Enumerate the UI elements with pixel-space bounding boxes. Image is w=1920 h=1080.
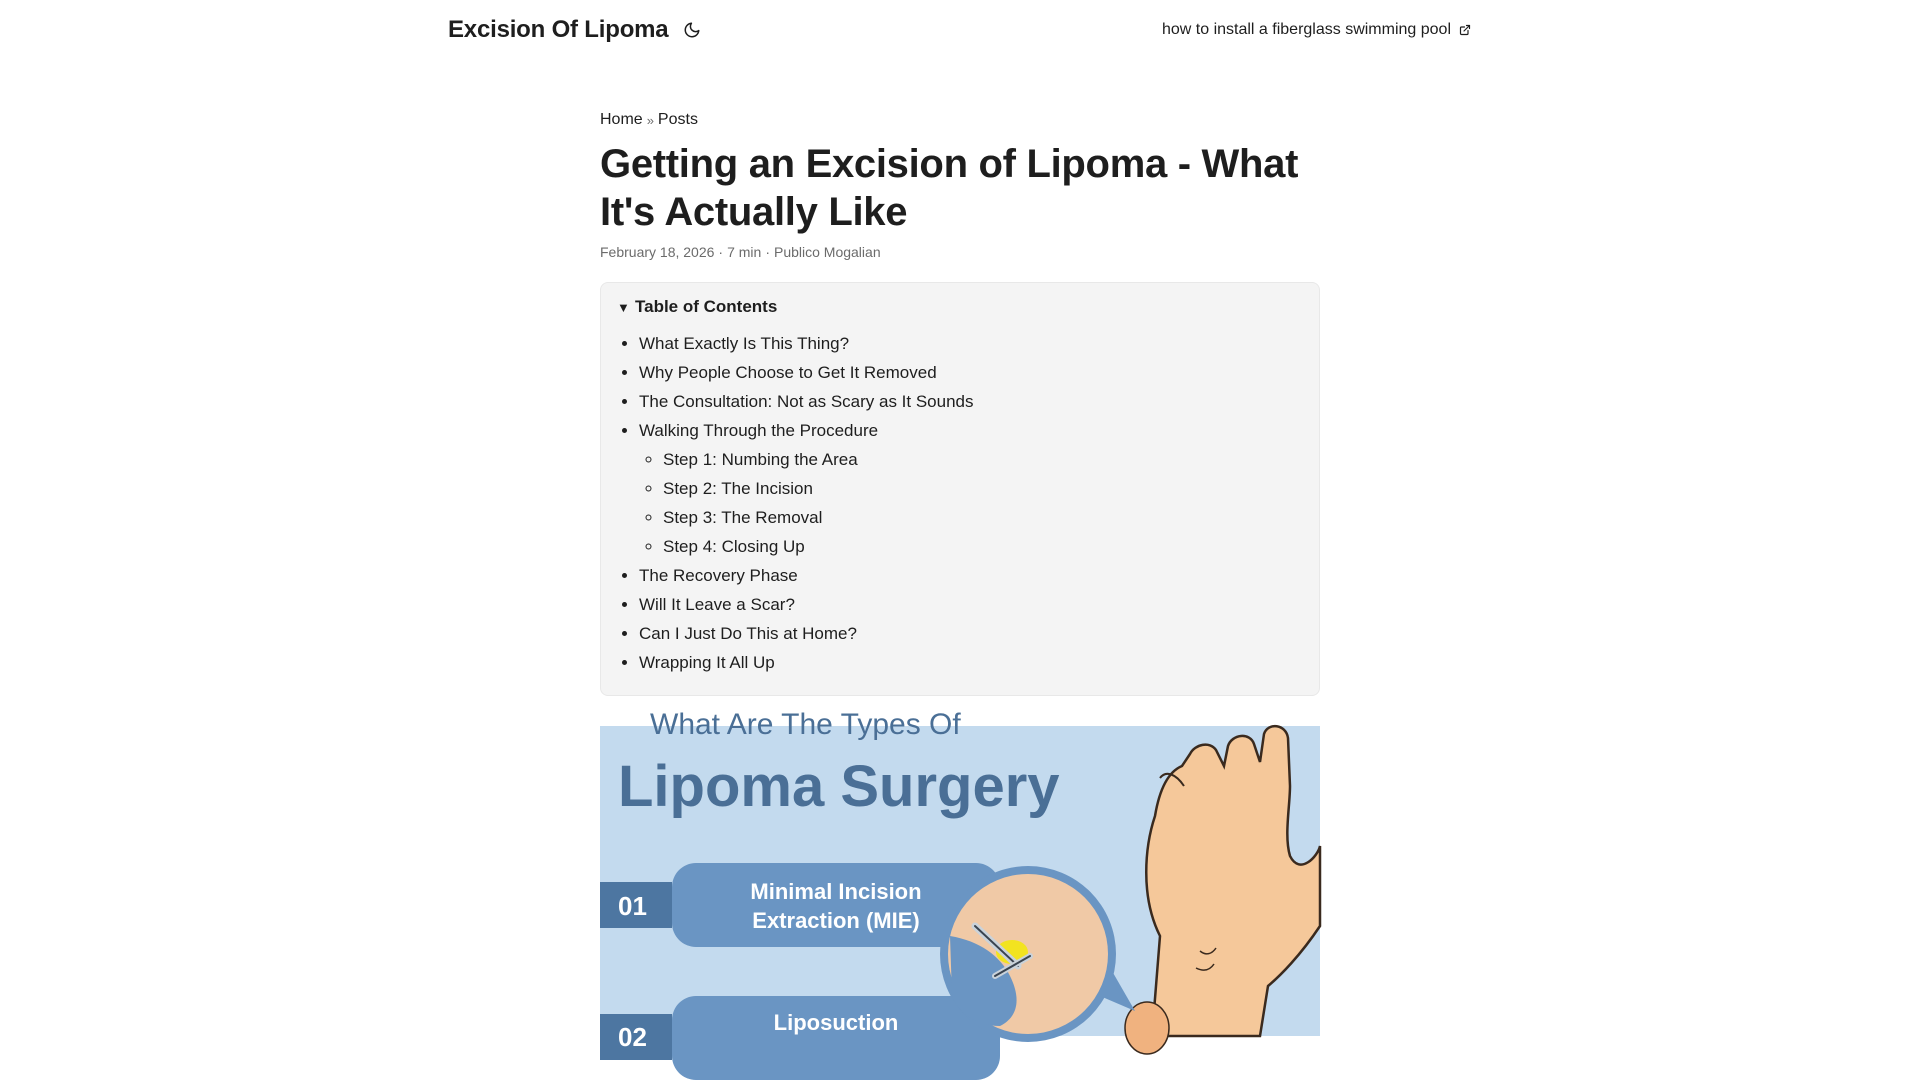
- toc-link[interactable]: Can I Just Do This at Home?: [639, 624, 857, 643]
- toc-link[interactable]: Wrapping It All Up: [639, 653, 775, 672]
- toc-sublink[interactable]: Step 3: The Removal: [663, 508, 823, 527]
- toc-link[interactable]: Why People Choose to Get It Removed: [639, 363, 937, 382]
- toc-sublist: [639, 445, 1303, 561]
- post-date: February 18, 2026: [600, 244, 715, 260]
- toc-list: [617, 329, 1303, 677]
- toc-sublink[interactable]: Step 1: Numbing the Area: [663, 450, 858, 469]
- toc-item: [639, 416, 1303, 561]
- toc-item: [639, 590, 1303, 619]
- cover-illustration: [600, 708, 1320, 1052]
- breadcrumb-home-link[interactable]: Home: [600, 111, 643, 128]
- toc-subitem: [663, 445, 1303, 474]
- toc-toggle[interactable]: [617, 295, 1303, 319]
- breadcrumb-separator: »: [646, 112, 654, 128]
- toc-item: [639, 561, 1303, 590]
- logo-group: [448, 16, 702, 44]
- option-line2: Extraction (MIE): [752, 908, 920, 933]
- meta-separator: ·: [765, 244, 770, 260]
- post-meta: [600, 244, 1320, 260]
- toc-item: [639, 648, 1303, 677]
- external-nav-link[interactable]: [1162, 21, 1472, 39]
- site-header: [448, 0, 1472, 60]
- toc-subitem: [663, 474, 1303, 503]
- toc-link[interactable]: Will It Leave a Scar?: [639, 595, 795, 614]
- toc-link[interactable]: Walking Through the Procedure: [639, 421, 879, 440]
- moon-icon[interactable]: [682, 20, 702, 40]
- toc-link[interactable]: The Consultation: Not as Scary as It Sounds: [639, 392, 974, 411]
- caret-down-icon: ▼: [617, 299, 630, 315]
- page-title: Getting an Excision of Lipoma - What It's Actually Like: [600, 142, 1299, 234]
- cover-image: [600, 708, 1320, 1052]
- toc-item: [639, 358, 1303, 387]
- toc-item: [639, 329, 1303, 358]
- cover-heading-top: What Are The Types Of: [650, 708, 961, 741]
- option-pill: [672, 996, 1000, 1080]
- post-main: [600, 108, 1320, 1052]
- toc-sublink[interactable]: Step 4: Closing Up: [663, 537, 805, 556]
- table-of-contents: [600, 282, 1320, 696]
- reading-time: 7 min: [727, 244, 762, 260]
- site-logo-link[interactable]: Excision Of Lipoma: [448, 16, 669, 43]
- external-link-icon: [1459, 24, 1472, 37]
- toc-subitem: [663, 532, 1303, 561]
- breadcrumb-posts-link[interactable]: Posts: [657, 111, 698, 128]
- toc-link[interactable]: What Exactly Is This Thing?: [639, 334, 850, 353]
- option-number: 02: [618, 1022, 647, 1052]
- toc-item: [639, 619, 1303, 648]
- toc-title: Table of Contents: [635, 297, 778, 316]
- option-line1: Liposuction: [773, 1010, 899, 1035]
- meta-separator: ·: [718, 244, 724, 260]
- option-line1: Minimal Incision: [750, 879, 922, 904]
- toc-subitem: [663, 503, 1303, 532]
- option-number: 01: [618, 891, 647, 921]
- toc-link[interactable]: The Recovery Phase: [639, 566, 798, 585]
- cover-heading-main: Lipoma Surgery: [618, 754, 1060, 819]
- breadcrumb: [600, 108, 1320, 132]
- external-nav-link-label: how to install a fiberglass swimming pool: [1161, 21, 1451, 38]
- toc-sublink[interactable]: Step 2: The Incision: [663, 479, 813, 498]
- toc-item: [639, 387, 1303, 416]
- post-author: Publico Mogalian: [773, 244, 881, 260]
